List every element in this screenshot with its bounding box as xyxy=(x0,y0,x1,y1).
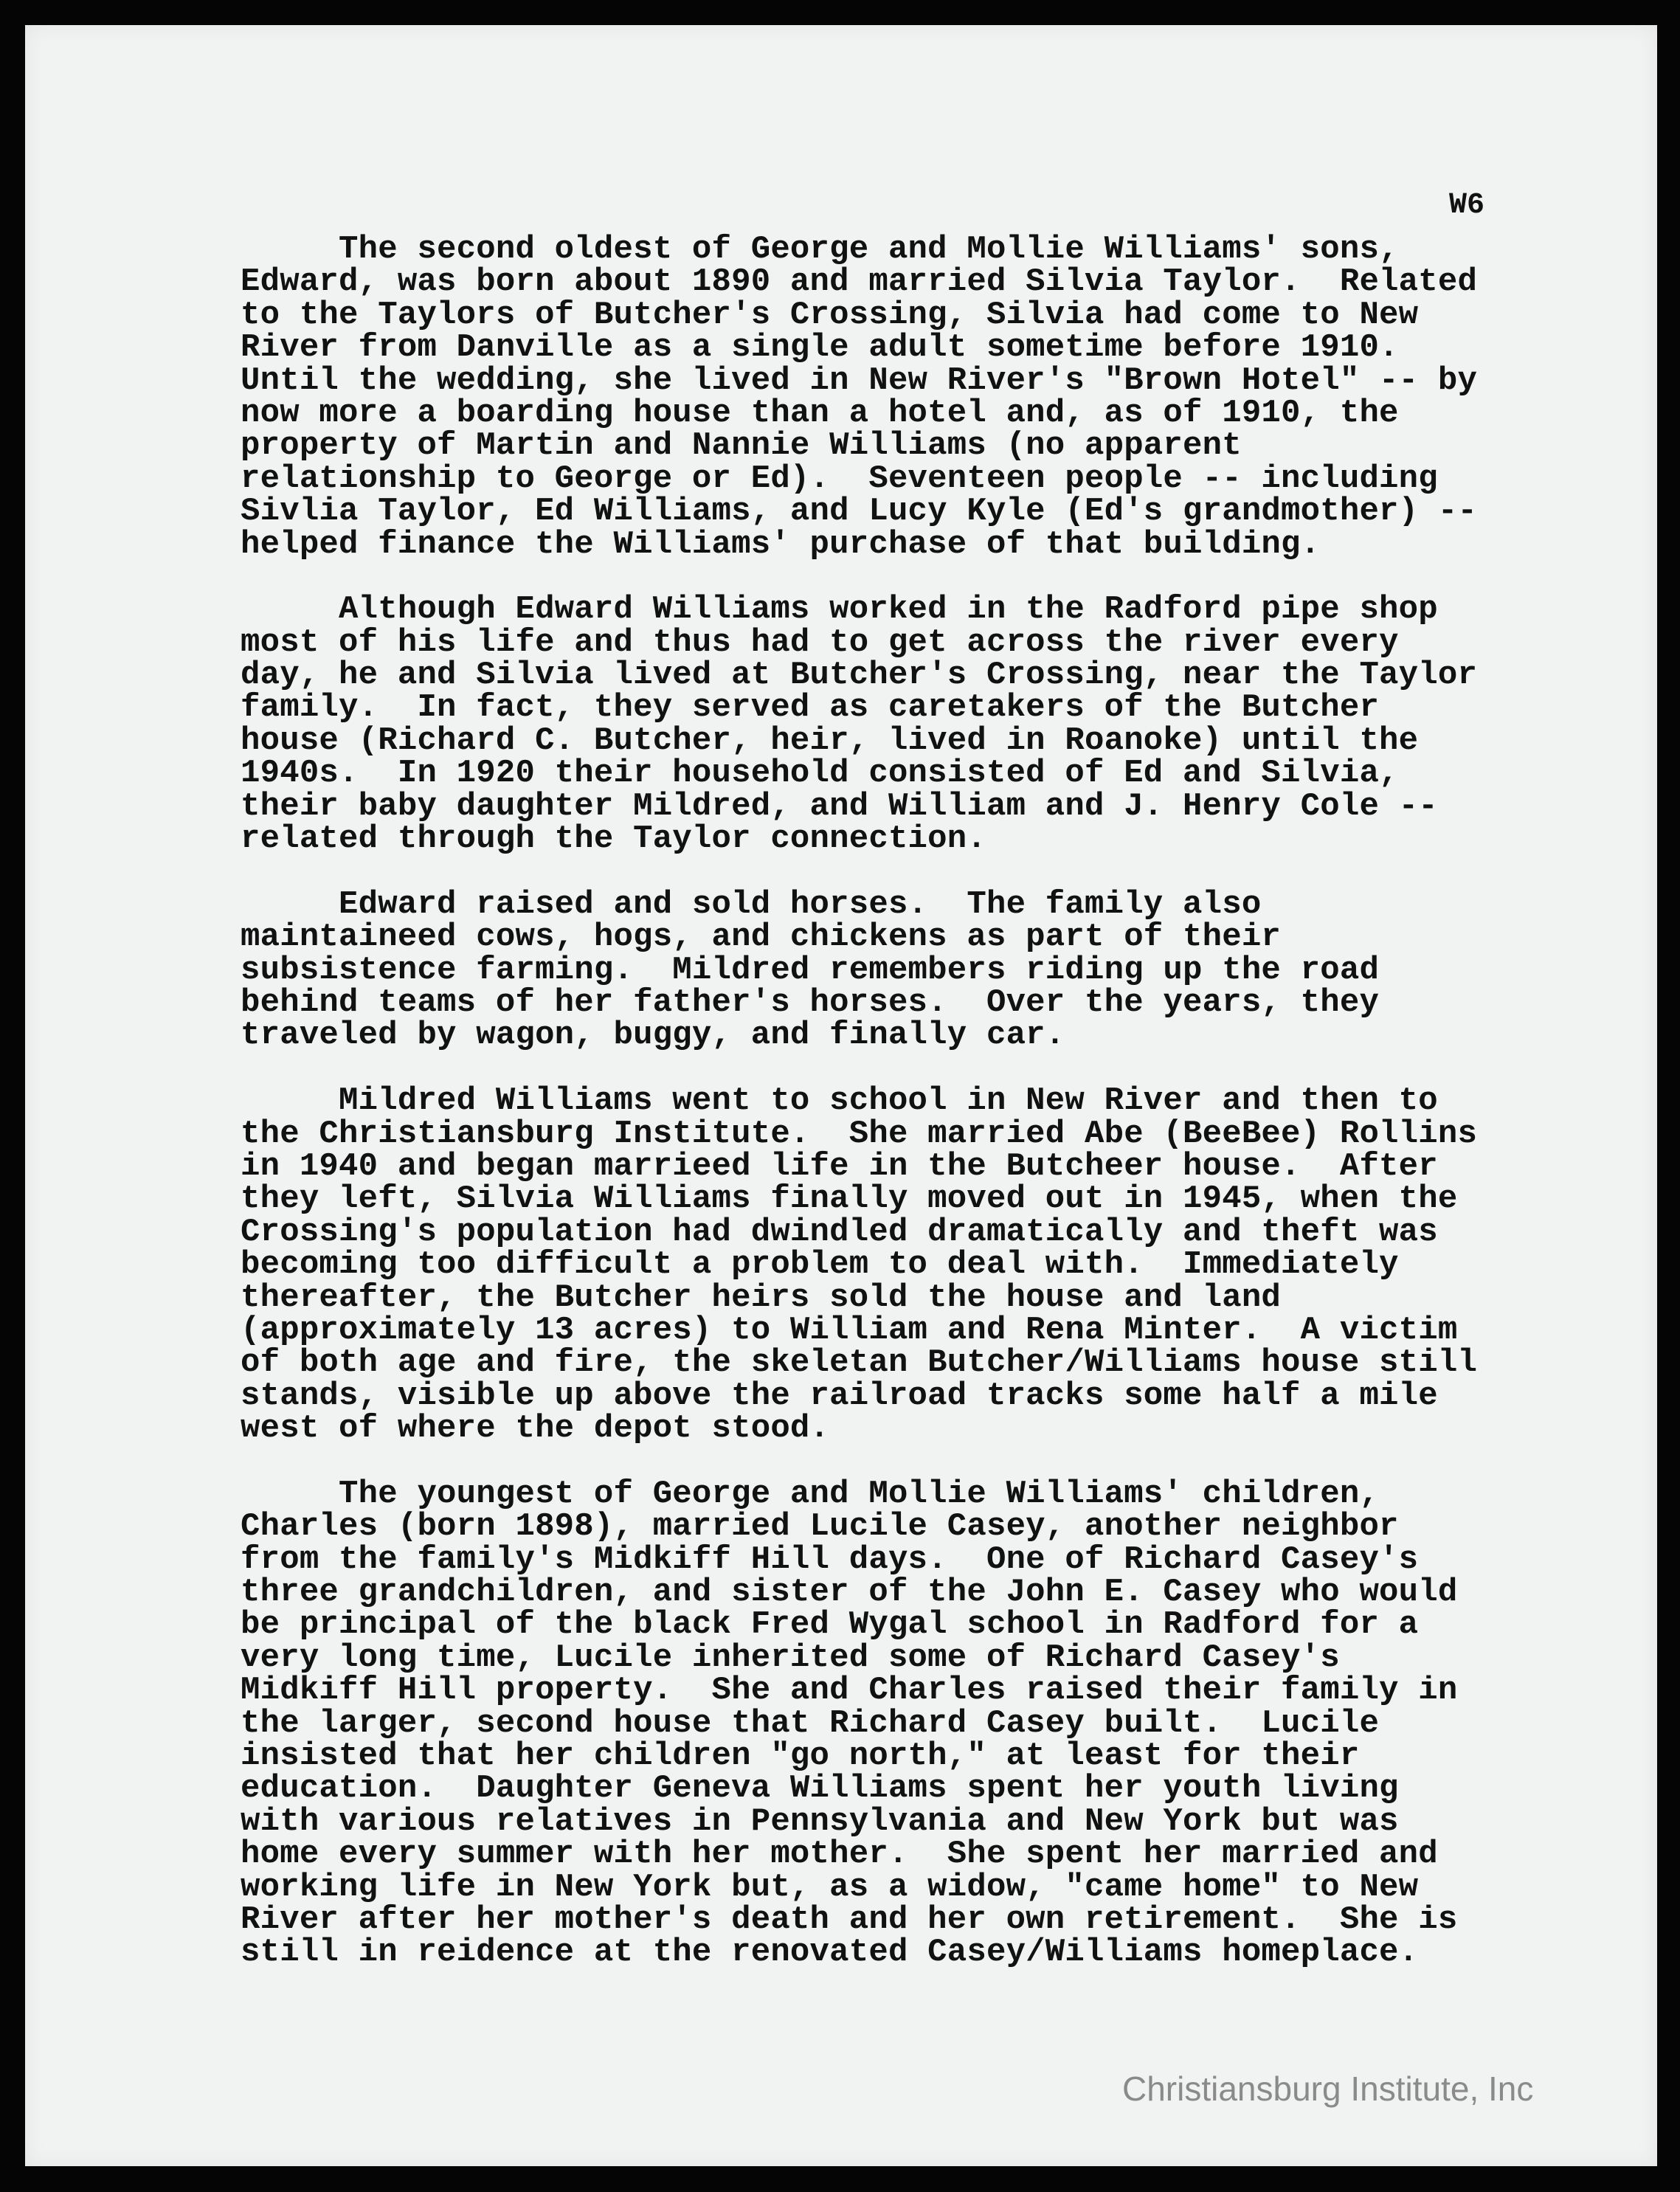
text-line: traveled by wagon, buggy, and finally car. xyxy=(241,1017,1065,1054)
watermark: Christiansburg Institute, Inc xyxy=(1122,2070,1534,2108)
text-line: the larger, second house that Richard Casey built. Lucile xyxy=(241,1704,1380,1742)
text-line: now more a boarding house than a hotel and, as of 1910, the xyxy=(241,394,1399,432)
text-line: of both age and fire, the skeletan Butcher/Williams house still xyxy=(241,1344,1478,1382)
paragraph xyxy=(241,233,1477,561)
document-body xyxy=(241,233,1477,2002)
text-line: behind teams of her father's horses. Over the years, they xyxy=(241,983,1380,1021)
text-line: Edward raised and sold horses. The family also xyxy=(241,885,1262,923)
text-line: Sivlia Taylor, Ed Williams, and Lucy Kyle (Ed's grandmother) -- xyxy=(241,493,1478,530)
text-line: be principal of the black Fred Wygal school in Radford for a xyxy=(241,1606,1419,1644)
text-line: west of where the depot stood. xyxy=(241,1410,830,1448)
paragraph xyxy=(241,1082,1478,1448)
text-line: property of Martin and Nannie Williams (no apparent xyxy=(241,427,1242,465)
text-line: Mildred Williams went to school in New River and then to xyxy=(241,1082,1438,1120)
text-line: house (Richard C. Butcher, heir, lived in Roanoke) until the xyxy=(241,722,1419,759)
text-line: stands, visible up above the railroad tracks some half a mile xyxy=(241,1377,1438,1414)
text-line: River after her mother's death and her own retirement. She is xyxy=(241,1901,1458,1938)
text-line: family. In fact, they served as caretakers of the Butcher xyxy=(241,689,1380,727)
text-line: insisted that her children "go north," at least for their xyxy=(241,1737,1360,1774)
text-line: Midkiff Hill property. She and Charles raised their family in xyxy=(241,1672,1458,1709)
text-line: very long time, Lucile inherited some of Richard Casey's xyxy=(241,1639,1340,1676)
text-line: education. Daughter Geneva Williams spent her youth living xyxy=(241,1770,1399,1808)
text-line: from the family's Midkiff Hill days. One of Richard Casey's xyxy=(241,1541,1419,1578)
text-line: The second oldest of George and Mollie Williams' sons, xyxy=(241,231,1399,268)
text-line: Edward, was born about 1890 and married Silvia Taylor. Related xyxy=(241,263,1478,301)
text-line: helped finance the Williams' purchase of that building. xyxy=(241,525,1321,563)
text-line: maintaineed cows, hogs, and chickens as part of their xyxy=(241,919,1282,956)
text-line: most of his life and thus had to get across the river every xyxy=(241,623,1399,661)
text-line: still in reidence at the renovated Casey/Williams homeplace. xyxy=(241,1934,1419,1971)
text-line: relationship to George or Ed). Seventeen people -- including xyxy=(241,460,1438,497)
page-number: W6 xyxy=(1449,189,1485,222)
text-line: becoming too difficult a problem to deal with. Immediately xyxy=(241,1246,1399,1284)
paragraph xyxy=(241,1475,1477,1971)
text-line: in 1940 and began marrieed life in the Butcheer house. After xyxy=(241,1147,1438,1185)
text-line: day, he and Silvia lived at Butcher's Crossing, near the Taylor xyxy=(241,657,1478,694)
text-line: subsistence farming. Mildred remembers riding up the road xyxy=(241,951,1380,989)
text-line: to the Taylors of Butcher's Crossing, Silvia had come to New xyxy=(241,296,1419,333)
text-line: home every summer with her mother. She spent her married and xyxy=(241,1836,1438,1873)
text-line: working life in New York but, as a widow, "came home" to New xyxy=(241,1868,1419,1906)
text-line: The youngest of George and Mollie Williams' children, xyxy=(241,1475,1380,1512)
text-line: River from Danville as a single adult sometime before 1910. xyxy=(241,329,1399,367)
text-line: 1940s. In 1920 their household consisted of Ed and Silvia, xyxy=(241,755,1399,792)
text-line: three grandchildren, and sister of the John E. Casey who would xyxy=(241,1574,1458,1611)
text-line: related through the Taylor connection. xyxy=(241,820,986,858)
document-page xyxy=(25,25,1657,2166)
text-line: Crossing's population had dwindled dramatically and theft was xyxy=(241,1213,1438,1251)
text-line: (approximately 13 acres) to William and Rena Minter. A victim xyxy=(241,1311,1458,1349)
text-line: Until the wedding, she lived in New River's "Brown Hotel" -- by xyxy=(241,362,1478,399)
paragraph xyxy=(241,591,1478,858)
text-line: their baby daughter Mildred, and William and J. Henry Cole -- xyxy=(241,787,1438,825)
text-line: Although Edward Williams worked in the Radford pipe shop xyxy=(241,591,1438,629)
text-line: Charles (born 1898), married Lucile Casey, another neighbor xyxy=(241,1508,1399,1546)
text-line: the Christiansburg Institute. She married Abe (BeeBee) Rollins xyxy=(241,1115,1478,1152)
paragraph xyxy=(241,885,1477,1054)
text-line: with various relatives in Pennsylvania and New York but was xyxy=(241,1802,1399,1840)
text-line: thereafter, the Butcher heirs sold the house and land xyxy=(241,1279,1282,1316)
text-line: they left, Silvia Williams finally moved out in 1945, when the xyxy=(241,1180,1458,1218)
